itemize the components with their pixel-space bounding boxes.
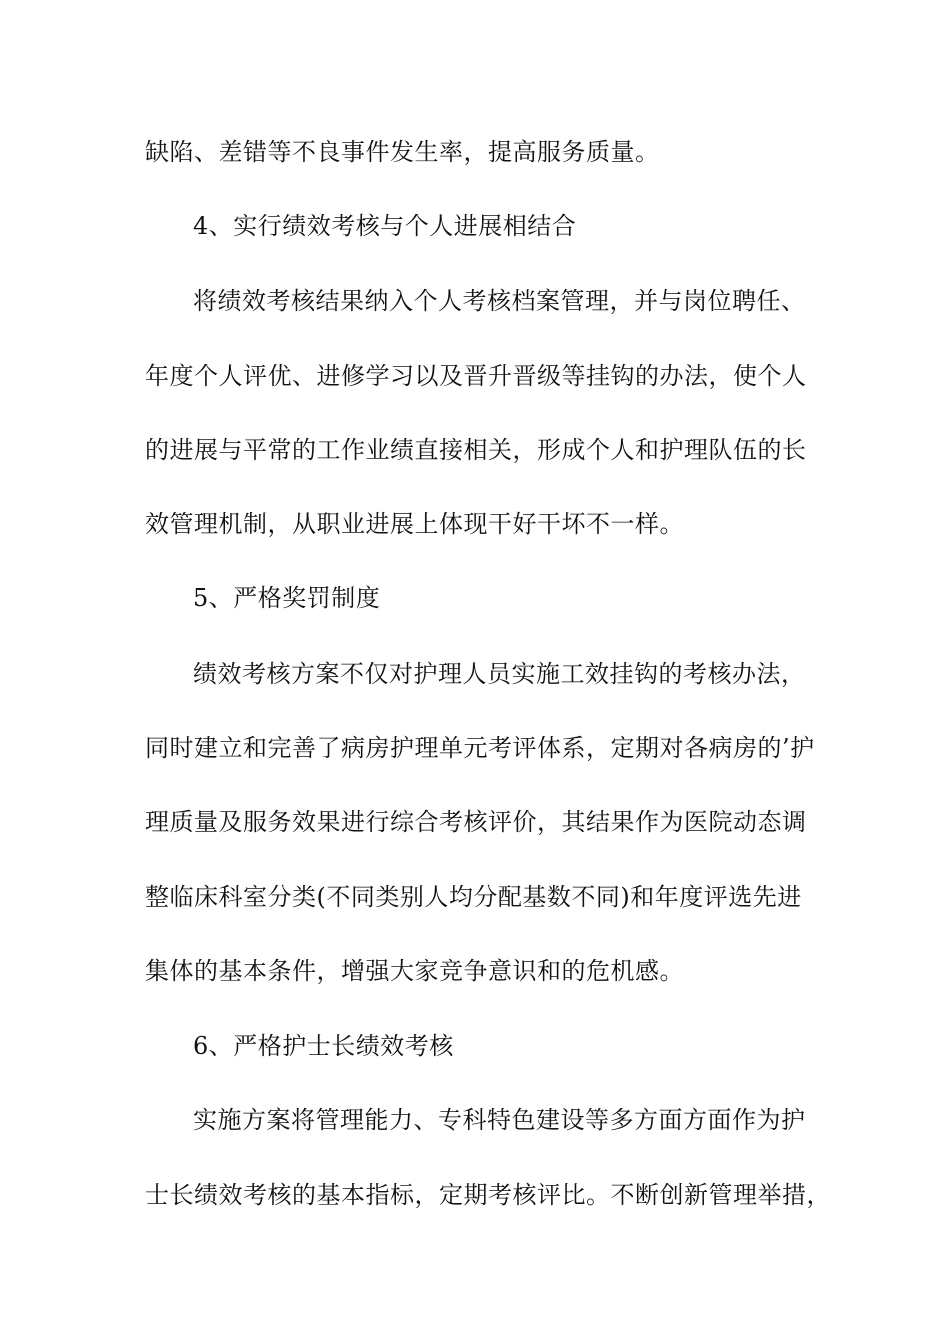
text-line-14: 实施方案将管理能力、专科特色建设等多方面方面作为护 bbox=[193, 1106, 806, 1134]
section-heading-4: 4、实行绩效考核与个人进展相结合 bbox=[193, 212, 577, 240]
text-line-1: 缺陷、差错等不良事件发生率，提高服务质量。 bbox=[145, 138, 660, 166]
text-line-3: 将绩效考核结果纳入个人考核档案管理，并与岗位聘任、 bbox=[193, 287, 806, 315]
text-line-4: 年度个人评优、进修学习以及晋升晋级等挂钩的办法，使个人 bbox=[145, 362, 807, 390]
text-line-10: 理质量及服务效果进行综合考核评价，其结果作为医院动态调 bbox=[145, 808, 807, 836]
text-line-11: 整临床科室分类(不同类别人均分配基数不同)和年度评选先进 bbox=[145, 883, 802, 911]
text-line-15: 士长绩效考核的基本指标，定期考核评比。不断创新管理举措， bbox=[145, 1181, 831, 1209]
section-heading-5: 5、严格奖罚制度 bbox=[193, 584, 381, 612]
section-heading-6: 6、严格护士长绩效考核 bbox=[193, 1032, 454, 1060]
text-line-5: 的进展与平常的工作业绩直接相关，形成个人和护理队伍的长 bbox=[145, 436, 807, 464]
text-line-9: 同时建立和完善了病房护理单元考评体系，定期对各病房的’护 bbox=[145, 734, 815, 762]
text-line-12: 集体的基本条件，增强大家竞争意识和的危机感。 bbox=[145, 957, 684, 985]
text-line-8: 绩效考核方案不仅对护理人员实施工效挂钩的考核办法， bbox=[193, 660, 806, 688]
text-line-6: 效管理机制，从职业进展上体现干好干坏不一样。 bbox=[145, 510, 684, 538]
